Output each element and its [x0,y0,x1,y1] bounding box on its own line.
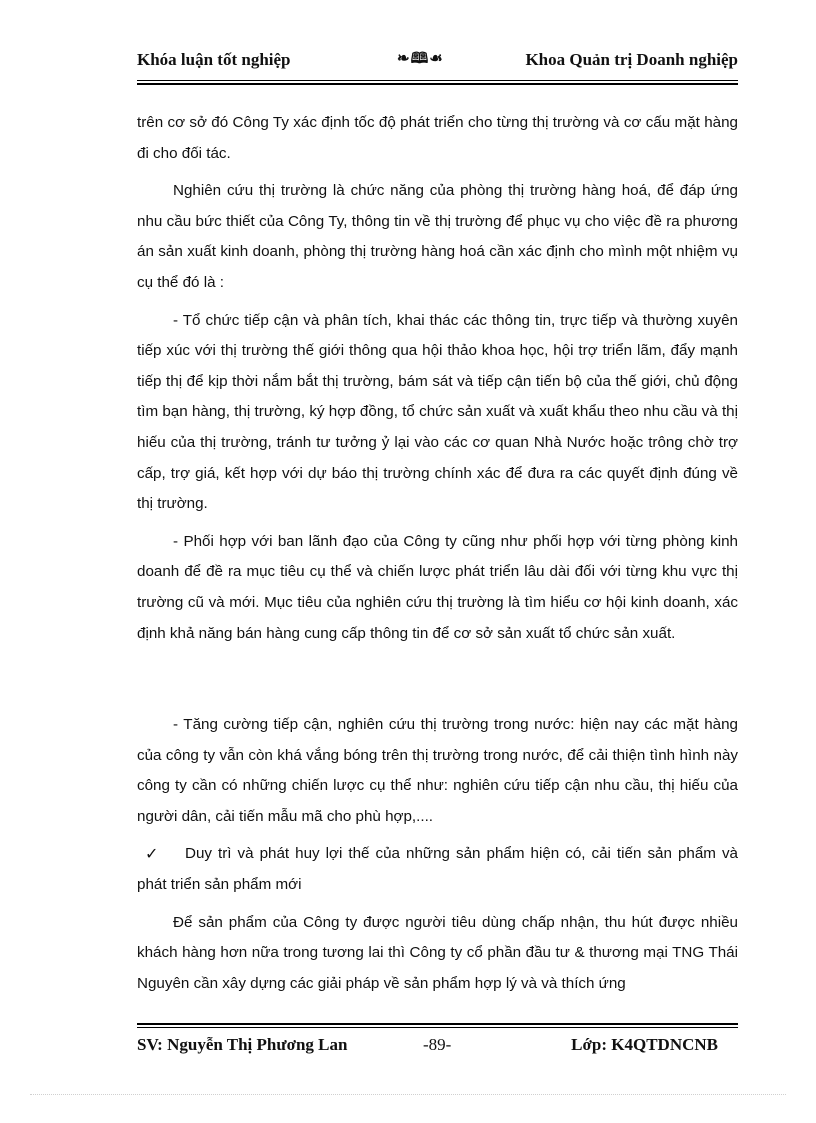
footer-page-number: -89- [423,1035,452,1054]
footer-class-code: Lớp: K4QTDNCNB [571,1035,718,1054]
paragraph-bullet-coordinate: - Phối hợp với ban lãnh đạo của Công ty cũng như phối hợp với từng phòng kinh doanh để đề ra mục tiêu cụ thể và chiến lược phát triển lâu dài đối với từng khu vực thị trường cũ và mới. Mục tiêu của nghiên cứu thị trường là tìm hiểu cơ hội kinh doanh, xác định khả năng bán hàng cung cấp thông tin để cơ sở sản xuất tổ chức sản xuất. [137,532,738,642]
header-thesis-label: Khóa luận tốt nghiệp [137,50,291,69]
checklist-item-text: Duy trì và phát huy lợi thế của những sản phẩm hiện có, cải tiến sản phẩm và phát triển sản phẩm mới [137,845,738,894]
header-double-rule [137,80,738,85]
checkmark-icon: ✓ [145,844,159,864]
paragraph-bullet-organize: - Tổ chức tiếp cận và phân tích, khai thác các thông tin, trực tiếp và thường xuyên tiếp xúc với thị trường thế giới thông qua hội thảo khoa học, hội trợ triển lãm, đẩy mạnh tiếp thị để kịp thời nắm bắt thị trường, bám sát và tiếp cận tiến bộ của thế giới, chủ động tìm bạn hàng, thị trường, ký hợp đồng, tổ chức sản xuất và xuất khẩu theo nhu cầu và thị hiếu của thị trường, tránh tư tưởng ỷ lại vào các cơ quan Nhà Nước hoặc trông chờ trợ cấp, trợ giá, kết hợp với dự báo thị trường chính xác để đưa ra các quyết định đúng về thị trường. [137,311,738,513]
footer-double-rule [137,1023,738,1028]
checklist-item [137,839,738,900]
page-footer [137,1035,738,1059]
paragraph-product-solutions: Để sản phẩm của Công ty được người tiêu dùng chấp nhận, thu hút được nhiều khách hàng hơn nữa trong tương lai thì Công ty cổ phần đầu tư & thương mại TNG Thái Nguyên cần xây dựng các giải pháp về sản phẩm hợp lý và và thích ứng [137,913,738,992]
header-faculty-label: Khoa Quản trị Doanh nghiệp [525,50,738,69]
footer-student-name: SV: Nguyễn Thị Phương Lan [137,1035,348,1054]
page-bottom-dotted-line [30,1094,786,1095]
paragraph-continuation: trên cơ sở đó Công Ty xác định tốc độ phát triển cho từng thị trường và cơ cấu mặt hàng đi cho đối tác. [137,114,738,162]
paragraph-market-research: Nghiên cứu thị trường là chức năng của phòng thị trường hàng hoá, để đáp ứng nhu cầu bức thiết của Công Ty, thông tin về thị trường để phục vụ cho việc đề ra phương án sản xuất kinh doanh, phòng thị trường hàng hoá cần xác định cho mình một nhiệm vụ cụ thể đó là : [137,182,738,291]
page-header [137,48,738,74]
page-body [137,108,738,1006]
header-book-ornament-icon: ❧🕮☙ [397,51,444,67]
paragraph-bullet-domestic: - Tăng cường tiếp cận, nghiên cứu thị trường trong nước: hiện nay các mặt hàng của công ty vẫn còn khá vắng bóng trên thị trường trong nước, để cải thiện tình hình này công ty cần có những chiến lược cụ thể như: nghiên cứu tiếp cận nhu cầu, thị hiếu của người dân, cải tiến mẫu mã cho phù hợp,.... [137,716,738,825]
blank-spacer [137,656,738,710]
